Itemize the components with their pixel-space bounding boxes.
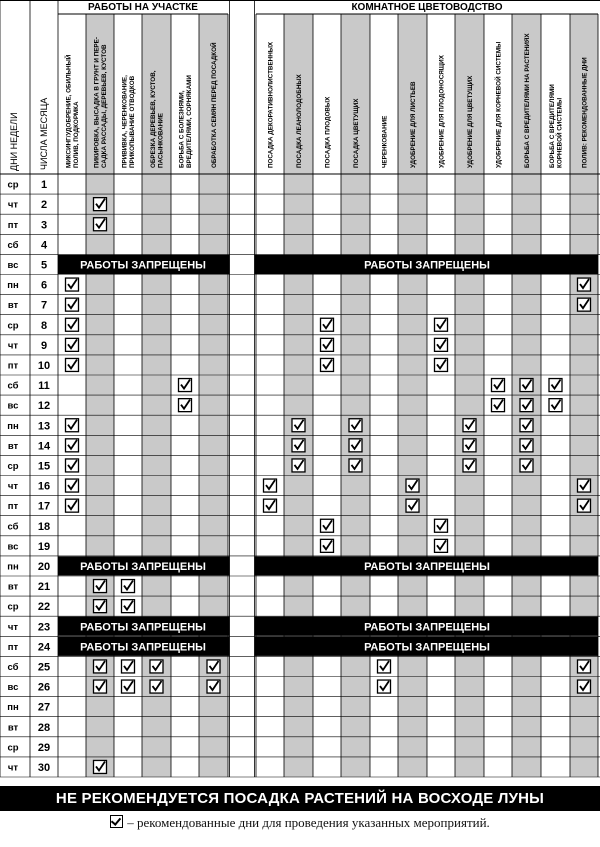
checkbox-icon <box>549 399 562 412</box>
checkbox-icon <box>122 680 135 693</box>
checkbox-icon <box>66 459 79 472</box>
footer-banner: НЕ РЕКОМЕНДУЕТСЯ ПОСАДКА РАСТЕНИЙ НА ВОСХОДЕ ЛУНЫ <box>0 786 600 811</box>
checkbox-icon <box>406 499 419 512</box>
checkbox-icon <box>179 379 192 392</box>
garden-column-header: ПОЛИВ, ПОДКОРМКА <box>72 101 80 168</box>
garden-column-header: ПАСЫНКОВАНИЕ <box>157 113 165 168</box>
checkbox-icon <box>321 519 334 532</box>
garden-column-header: САДКА РАССАДЫ, ДЕРЕВЬЕВ, КУСТОВ <box>100 44 108 168</box>
checkbox-icon <box>435 358 448 371</box>
garden-column-header: ВРЕДИТЕЛЯМИ, СОРНЯКАМИ <box>185 75 193 168</box>
banned-label: РАБОТЫ ЗАПРЕЩЕНЫ <box>364 560 490 573</box>
banned-label: РАБОТЫ ЗАПРЕЩЕНЫ <box>364 621 490 634</box>
checkbox-icon <box>520 439 533 452</box>
checkbox-icon <box>66 499 79 512</box>
checkbox-icon <box>66 419 79 432</box>
day-cell: 22 <box>37 601 51 614</box>
weekday-cell: пн <box>7 280 19 292</box>
checkbox-icon <box>66 298 79 311</box>
weekday-cell: пн <box>7 420 19 432</box>
day-cell: 19 <box>37 540 51 553</box>
checkbox-icon <box>122 580 135 593</box>
day-cell: 23 <box>37 621 51 634</box>
weekday-cell: вт <box>7 722 19 734</box>
weekday-cell: вт <box>7 440 19 452</box>
indoor-column-header: КОРНЕВОЙ СИСТЕМЫ <box>556 97 564 168</box>
checkbox-icon <box>66 358 79 371</box>
checkbox-icon <box>463 439 476 452</box>
indoor-column-header: УДОБРЕНИЕ ДЛЯ КОРНЕВОЙ СИСТЕМЫ <box>495 41 503 168</box>
garden-column-header: ОБРЕЗКА ДЕРЕВЬЕВ, КУСТОВ, <box>150 70 158 168</box>
weekday-cell: вс <box>7 400 19 412</box>
weekday-cell: пт <box>7 641 19 653</box>
weekday-cell: ср <box>7 179 19 191</box>
day-header: ЧИСЛА МЕСЯЦА <box>39 97 49 170</box>
checkbox-icon <box>66 278 79 291</box>
weekday-cell: ср <box>7 742 19 754</box>
checkbox-icon <box>94 218 107 231</box>
day-cell: 20 <box>37 560 51 573</box>
day-cell: 5 <box>40 259 48 272</box>
day-cell: 11 <box>38 380 50 393</box>
checkbox-icon <box>520 379 533 392</box>
indoor-column-header: ПОСАДКА ДЕКОРАТИВНОЛИСТВЕННЫХ <box>267 41 275 168</box>
checkbox-icon <box>321 358 334 371</box>
day-cell: 14 <box>37 440 51 453</box>
checkbox-icon <box>66 479 79 492</box>
checkbox-icon <box>578 298 591 311</box>
day-cell: 30 <box>37 761 51 774</box>
checkbox-icon <box>292 419 305 432</box>
indoor-column-header: БОРЬБА С ВРЕДИТЕЛЯМИ <box>549 84 557 168</box>
day-cell: 21 <box>37 581 51 594</box>
indoor-column-header: ПОСАДКА ПЛОДОВЫХ <box>324 96 332 168</box>
day-cell: 29 <box>37 741 51 754</box>
checkbox-icon <box>94 198 107 211</box>
day-cell: 28 <box>37 721 51 734</box>
checkbox-icon <box>549 379 562 392</box>
day-cell: 8 <box>40 319 48 332</box>
day-cell: 13 <box>37 420 51 433</box>
checkbox-icon <box>406 479 419 492</box>
legend <box>0 812 600 834</box>
weekday-cell: сб <box>7 661 19 673</box>
checkbox-icon <box>150 680 163 693</box>
weekday-cell: вт <box>7 581 19 593</box>
weekday-cell: сб <box>7 521 19 533</box>
checkbox-icon <box>292 459 305 472</box>
weekday-cell: сб <box>7 380 19 392</box>
checkbox-icon <box>292 439 305 452</box>
checkbox-icon <box>122 600 135 613</box>
banned-label: РАБОТЫ ЗАПРЕЩЕНЫ <box>364 259 490 272</box>
weekday-cell: чт <box>7 621 19 633</box>
indoor-column-header: ПОСАДКА ЦВЕТУЩИХ <box>352 98 360 168</box>
weekday-cell: сб <box>7 239 19 251</box>
checkbox-icon <box>520 459 533 472</box>
checkbox-icon <box>349 439 362 452</box>
banned-label: РАБОТЫ ЗАПРЕЩЕНЫ <box>80 560 206 573</box>
weekday-cell: ср <box>7 460 19 472</box>
weekday-cell: пт <box>7 219 19 231</box>
weekday-cell: пн <box>7 561 19 573</box>
weekday-header: ДНИ НЕДЕЛИ <box>9 112 19 171</box>
weekday-cell: чт <box>7 481 19 493</box>
weekday-cell: ср <box>7 320 19 332</box>
checkbox-icon <box>66 318 79 331</box>
banned-label: РАБОТЫ ЗАПРЕЩЕНЫ <box>80 641 206 654</box>
weekday-cell: вс <box>7 682 19 694</box>
weekday-cell: чт <box>7 762 19 774</box>
checkbox-icon <box>264 479 277 492</box>
day-cell: 26 <box>37 681 51 694</box>
day-cell: 18 <box>37 520 51 533</box>
checkbox-icon <box>207 660 220 673</box>
weekday-cell: вс <box>7 259 19 271</box>
weekday-cell: ср <box>7 601 19 613</box>
indoor-column-header: УДОБРЕНИЕ ДЛЯ ПЛОДОНОСЯЩИХ <box>438 55 446 168</box>
checkbox-icon <box>207 680 220 693</box>
day-cell: 9 <box>40 339 48 352</box>
checkbox-icon <box>578 278 591 291</box>
indoor-column-header: ПОЛИВ: РЕКОМЕНДОВАННЫЕ ДНИ <box>581 57 589 168</box>
indoor-column-header: УДОБРЕНИЕ ДЛЯ ЛИСТЬЕВ <box>409 81 417 168</box>
weekday-cell: пт <box>7 360 19 372</box>
checkbox-icon <box>94 680 107 693</box>
group-title-garden: РАБОТЫ НА УЧАСТКЕ <box>88 2 198 13</box>
weekday-cell: вс <box>7 541 19 553</box>
garden-column-header: ОБРАБОТКА СЕМЯН ПЕРЕД ПОСАДКОЙ <box>210 42 218 168</box>
garden-column-header: ПИКИРОВКА, ВЫСАДКА В ГРУНТ И ПЕРЕ- <box>93 37 101 168</box>
day-cell: 2 <box>40 199 48 212</box>
checkbox-icon <box>378 680 391 693</box>
garden-column-header: ПРИВИВКА, ЧЕРЕНКОВАНИЕ, <box>121 75 129 168</box>
day-cell: 12 <box>37 400 51 413</box>
banned-label: РАБОТЫ ЗАПРЕЩЕНЫ <box>80 621 206 634</box>
checkbox-icon <box>520 399 533 412</box>
checkbox-icon <box>66 338 79 351</box>
day-cell: 25 <box>37 661 51 674</box>
checkbox-icon <box>110 815 123 828</box>
checkbox-icon <box>435 519 448 532</box>
checkbox-icon <box>94 600 107 613</box>
checkbox-icon <box>435 338 448 351</box>
garden-column-header: ПРИКОПЫВАНИЕ ОТВОДКОВ <box>128 75 136 168</box>
day-cell: 7 <box>40 299 48 312</box>
checkbox-icon <box>463 419 476 432</box>
checkbox-icon <box>321 318 334 331</box>
banned-label: РАБОТЫ ЗАПРЕЩЕНЫ <box>80 259 206 272</box>
day-cell: 6 <box>40 279 48 292</box>
indoor-column-header: ПОСАДКА ЛЕАНОЛОДОБНЫХ <box>295 74 303 168</box>
checkbox-icon <box>492 399 505 412</box>
banned-label: РАБОТЫ ЗАПРЕЩЕНЫ <box>364 641 490 654</box>
checkbox-icon <box>435 539 448 552</box>
checkbox-icon <box>349 459 362 472</box>
day-cell: 15 <box>37 460 51 473</box>
garden-column-header: БОРЬБА С БОЛЕЗНЯМИ, <box>178 90 186 168</box>
checkbox-icon <box>463 459 476 472</box>
indoor-column-header: БОРЬБА С ВРЕДИТЕЛЯМИ НА РАСТЕНИЯХ <box>523 33 531 168</box>
day-cell: 10 <box>37 359 51 372</box>
weekday-cell: пн <box>7 702 19 714</box>
checkbox-icon <box>321 539 334 552</box>
checkbox-icon <box>94 660 107 673</box>
weekday-cell: чт <box>7 199 19 211</box>
checkbox-icon <box>435 318 448 331</box>
weekday-cell: вт <box>7 300 19 312</box>
weekday-cell: пт <box>7 501 19 513</box>
weekday-cell: чт <box>7 340 19 352</box>
garden-column-header: МИКСИНГ/УДОБРЕНИЕ, ОБИЛЬНЫЙ <box>65 54 73 168</box>
day-cell: 4 <box>40 239 48 252</box>
checkbox-icon <box>264 499 277 512</box>
checkbox-icon <box>94 760 107 773</box>
checkbox-icon <box>94 580 107 593</box>
group-title-indoor: КОМНАТНОЕ ЦВЕТОВОДСТВО <box>351 2 503 13</box>
checkbox-icon <box>122 660 135 673</box>
checkbox-icon <box>578 660 591 673</box>
day-cell: 16 <box>37 480 51 493</box>
day-cell: 27 <box>37 701 51 714</box>
checkbox-icon <box>578 479 591 492</box>
checkbox-icon <box>349 419 362 432</box>
checkbox-icon <box>578 680 591 693</box>
checkbox-icon <box>150 660 163 673</box>
legend-text: – рекомендованные дни для проведения указанных мероприятий. <box>127 815 490 830</box>
indoor-column-header: УДОБРЕНИЕ ДЛЯ ЦВЕТУЩИХ <box>466 75 474 168</box>
checkbox-icon <box>520 419 533 432</box>
indoor-column-header: ЧЕРЕНКОВАНИЕ <box>381 115 389 168</box>
day-cell: 24 <box>37 641 51 654</box>
checkbox-icon <box>321 338 334 351</box>
checkbox-icon <box>578 499 591 512</box>
day-cell: 1 <box>40 179 48 192</box>
checkbox-icon <box>179 399 192 412</box>
checkbox-icon <box>492 379 505 392</box>
checkbox-icon <box>66 439 79 452</box>
checkbox-icon <box>378 660 391 673</box>
day-cell: 17 <box>37 500 51 513</box>
day-cell: 3 <box>40 219 48 232</box>
